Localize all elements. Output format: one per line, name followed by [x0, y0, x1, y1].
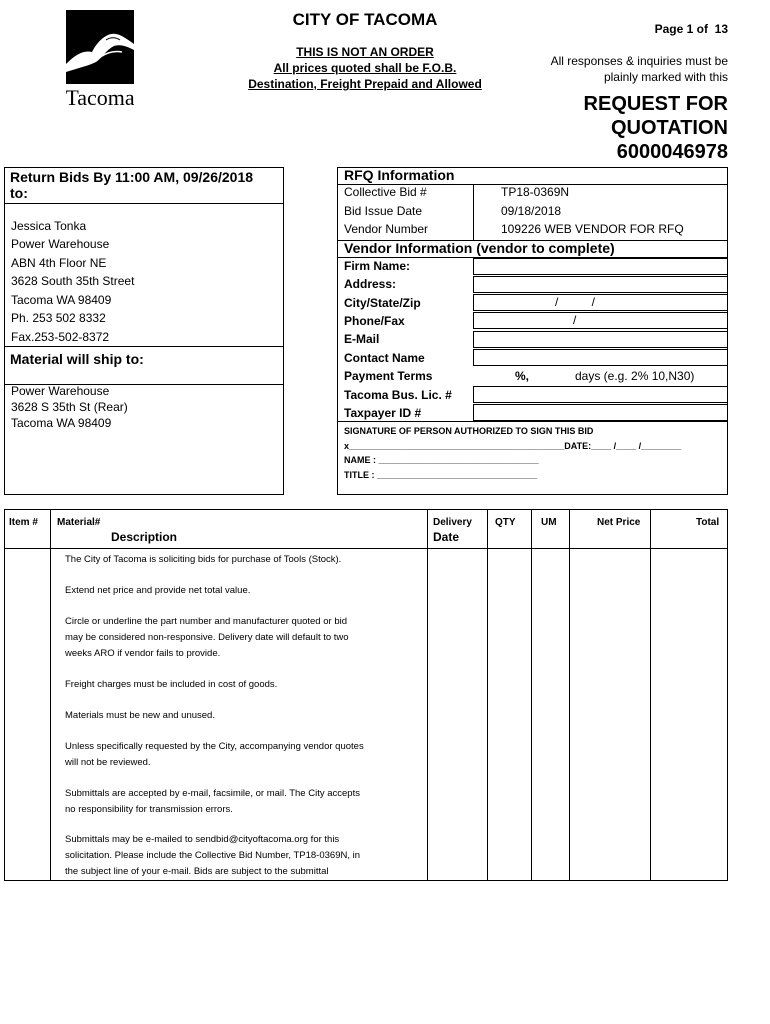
page-label: Page 1 of [654, 22, 708, 36]
description-line: weeks ARO if vendor fails to provide. [65, 648, 221, 659]
description-line: Freight charges must be included in cost of goods. [65, 679, 278, 690]
signature-name-line[interactable]: NAME : ________________________________ [344, 455, 539, 465]
column-divider [50, 509, 51, 881]
description-line: Unless specifically requested by the City, accompanying vendor quotes [65, 741, 364, 752]
divider [473, 184, 474, 240]
return-address-line: ABN 4th Floor NE [11, 256, 107, 270]
order-notice [230, 44, 500, 92]
description-paragraph [65, 739, 395, 771]
phone-fax-field[interactable] [473, 312, 728, 329]
description-line: solicitation. Please include the Collective Bid Number, TP18-0369N, in [65, 850, 361, 861]
vendor-info-heading: Vendor Information (vendor to complete) [344, 240, 615, 256]
rfq-title-line: REQUEST FOR [583, 93, 728, 115]
return-address-line: Power Warehouse [11, 237, 110, 251]
description-line: Circle or underline the part number and manufacturer quoted or bid [65, 616, 347, 627]
description-paragraph [65, 677, 395, 693]
contact-name-label: Contact Name [344, 351, 425, 365]
description-line: Extend net price and provide net total value. [65, 585, 251, 596]
description-paragraph [65, 832, 395, 880]
email-field[interactable] [473, 331, 728, 348]
description-line: Materials must be new and unused. [65, 710, 215, 721]
net-price-header: Net Price [597, 517, 641, 528]
return-bids-line: Return Bids By 11:00 AM, 09/26/2018 [10, 169, 254, 185]
city-state-zip-label: City/State/Zip [344, 296, 421, 310]
logo-text: Tacoma [66, 85, 134, 110]
delivery-header: Delivery [433, 517, 472, 528]
address-label: Address: [344, 277, 397, 291]
column-divider [569, 509, 570, 881]
taxpayer-id-label: Taxpayer ID # [344, 406, 422, 420]
rfq-title-line: QUOTATION [610, 117, 728, 139]
ship-address-line: Power Warehouse [11, 384, 110, 398]
email-label: E-Mail [344, 332, 380, 346]
city-state-zip-field[interactable] [473, 294, 728, 311]
return-bids-heading [4, 167, 284, 204]
bid-issue-date-label: Bid Issue Date [344, 204, 423, 218]
phone-fax-label: Phone/Fax [344, 314, 405, 328]
payment-terms-field[interactable] [473, 368, 728, 385]
return-address-line: Tacoma WA 98409 [11, 293, 112, 307]
rfq-number: 6000046978 [616, 141, 728, 163]
description-paragraph [65, 708, 395, 724]
notice-line: THIS IS NOT AN ORDER [296, 45, 434, 59]
vendor-number-label: Vendor Number [344, 222, 429, 236]
column-divider [487, 509, 488, 881]
address-field[interactable] [473, 276, 728, 293]
description-line: Submittals are accepted by e-mail, facsimile, or mail. The City accepts [65, 788, 360, 799]
description-line: The City of Tacoma is soliciting bids for purchase of Tools (Stock). [65, 554, 342, 565]
rfq-info-heading: RFQ Information [344, 167, 455, 183]
city-title: CITY OF TACOMA [292, 10, 438, 29]
payment-percent: %, [515, 369, 530, 383]
payment-terms-label: Payment Terms [344, 369, 433, 383]
return-address-line: Ph. 253 502 8332 [11, 311, 106, 325]
description-paragraph [65, 614, 395, 662]
bid-issue-date-value: 09/18/2018 [501, 204, 562, 218]
description-paragraph [65, 552, 395, 568]
item-number-header: Item # [9, 517, 38, 528]
signature-title-line[interactable]: TITLE : ________________________________ [344, 470, 538, 480]
return-bids-line: to: [10, 185, 28, 201]
delivery-date-header: Date [433, 530, 460, 544]
city-state-zip-separators: / / [555, 295, 596, 309]
notice-line: Destination, Freight Prepaid and Allowed [248, 77, 482, 91]
business-license-field[interactable] [473, 386, 728, 403]
page-number [600, 22, 728, 36]
taxpayer-id-field[interactable] [473, 404, 728, 421]
responses-line: All responses & inquiries must be [550, 54, 728, 68]
ship-address-line: 3628 S 35th St (Rear) [11, 400, 128, 414]
ship-to-heading: Material will ship to: [4, 346, 284, 385]
description-line: may be considered non-responsive. Delivery date will default to two [65, 632, 349, 643]
um-header: UM [541, 517, 557, 528]
page-total: 13 [714, 22, 728, 36]
description-line: the subject line of your e-mail. Bids are subject to the submittal [65, 866, 329, 877]
firm-name-label: Firm Name: [344, 259, 411, 273]
rfq-title [520, 92, 728, 164]
table-header-divider [4, 548, 728, 549]
contact-name-field[interactable] [473, 349, 728, 366]
material-number-header: Material# [57, 517, 101, 528]
total-header: Total [696, 517, 720, 528]
description-paragraph [65, 786, 395, 818]
collective-bid-label: Collective Bid # [344, 185, 427, 199]
divider [337, 421, 728, 422]
return-address-line: Jessica Tonka [11, 219, 87, 233]
column-divider [650, 509, 651, 881]
firm-name-field[interactable] [473, 258, 728, 275]
business-license-label: Tacoma Bus. Lic. # [344, 388, 452, 402]
description-line: Submittals may be e-mailed to sendbid@cityoftacoma.org for this [65, 834, 340, 845]
column-divider [427, 509, 428, 881]
column-divider [531, 509, 532, 881]
description-paragraph [65, 583, 395, 599]
notice-line: All prices quoted shall be F.O.B. [273, 61, 457, 75]
city-logo [66, 10, 134, 110]
description-header: Description [111, 530, 178, 544]
description-line: will not be reviewed. [65, 757, 151, 768]
return-address-line: Fax.253-502-8372 [11, 330, 110, 344]
responses-note [520, 53, 728, 85]
payment-days: days (e.g. 2% 10,N30) [575, 369, 695, 383]
signature-heading: SIGNATURE OF PERSON AUTHORIZED TO SIGN THIS BID [344, 426, 594, 436]
return-address-line: 3628 South 35th Street [11, 274, 135, 288]
phone-fax-separator: / [573, 313, 577, 327]
qty-header: QTY [495, 517, 516, 528]
description-line: no responsibility for transmission errors. [65, 804, 233, 815]
vendor-number-value: 109226 WEB VENDOR FOR RFQ [501, 222, 684, 236]
collective-bid-value: TP18-0369N [501, 185, 570, 199]
signature-line[interactable]: x___________________________________________DATE:____ /____ /________ [344, 441, 682, 451]
ship-address-line: Tacoma WA 98409 [11, 416, 112, 430]
responses-line: plainly marked with this [603, 70, 728, 84]
